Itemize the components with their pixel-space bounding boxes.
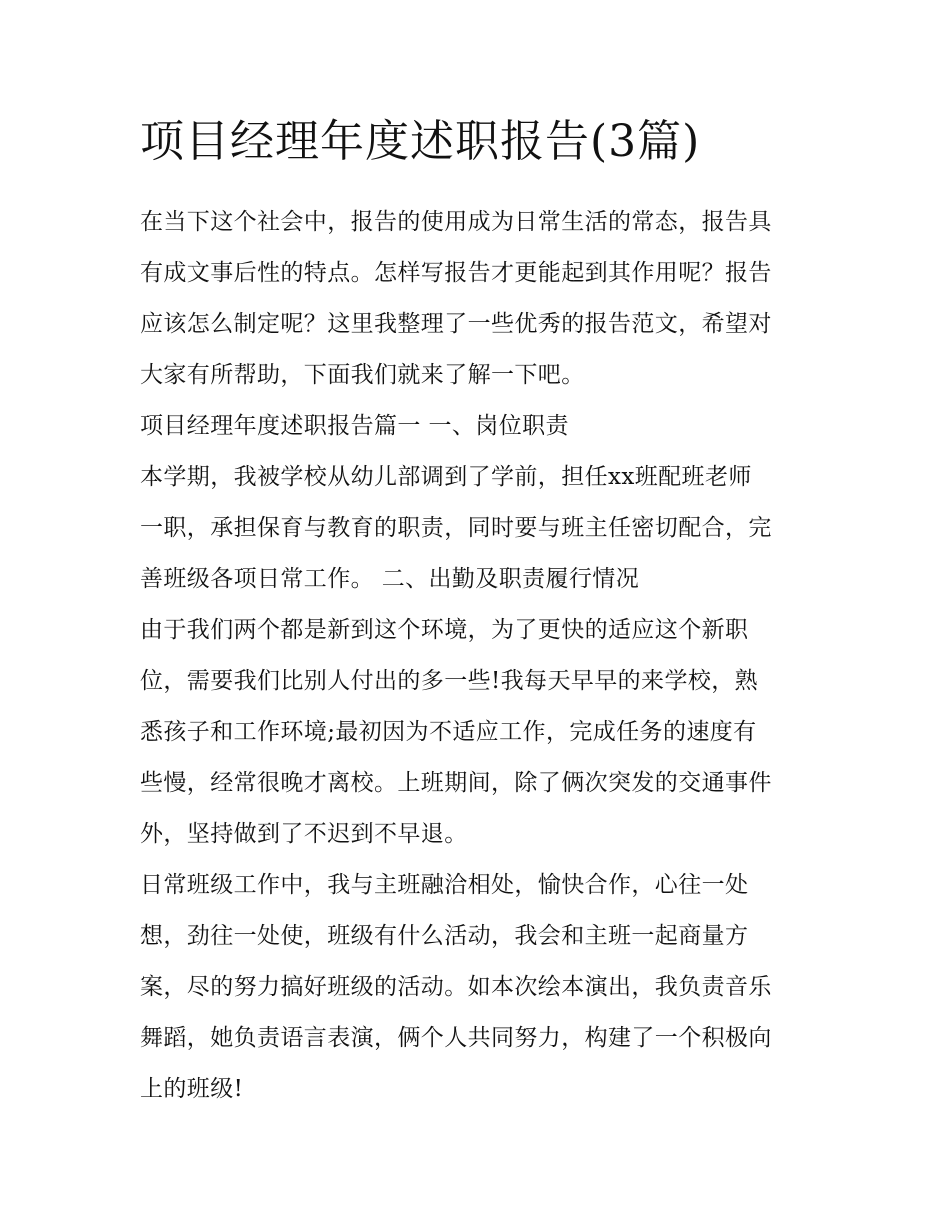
- text-line: 悉孩子和工作环境;最初因为不适应工作，完成任务的速度有: [140, 719, 757, 745]
- text-line: 想，劲往一处使，班级有什么活动，我会和主班一起商量方: [140, 923, 749, 949]
- document-title: 项目经理年度述职报告(3篇): [140, 116, 701, 167]
- text-line: 大家有所帮助，下面我们就来了解一下吧。: [140, 362, 585, 388]
- document-body: [140, 197, 820, 1115]
- section-heading-line: 项目经理年度述职报告篇一 一、岗位职责: [140, 413, 569, 439]
- section-heading-line: 善班级各项日常工作。 二、出勤及职责履行情况: [140, 566, 640, 592]
- text-line: 舞蹈，她负责语言表演，俩个人共同努力，构建了一个积极向: [140, 1025, 772, 1051]
- text-line: 有成文事后性的特点。怎样写报告才更能起到其作用呢？报告: [140, 260, 772, 286]
- text-line: 日常班级工作中，我与主班融洽相处，愉快合作，心往一处: [140, 872, 749, 898]
- text-line: 应该怎么制定呢？这里我整理了一些优秀的报告范文，希望对: [140, 311, 772, 337]
- text-line: 些慢，经常很晚才离校。上班期间，除了俩次突发的交通事件: [140, 770, 772, 796]
- text-line: 在当下这个社会中，报告的使用成为日常生活的常态，报告具: [140, 209, 772, 235]
- text-line: 本学期，我被学校从幼儿部调到了学前，担任xx班配班老师: [140, 464, 752, 490]
- text-line: 一职，承担保育与教育的职责，同时要与班主任密切配合，完: [140, 515, 772, 541]
- text-line: 位，需要我们比别人付出的多一些!我每天早早的来学校，熟: [140, 668, 759, 694]
- text-line: 上的班级!: [140, 1076, 244, 1102]
- text-line: 外，坚持做到了不迟到不早退。: [140, 821, 468, 847]
- text-line: 案，尽的努力搞好班级的活动。如本次绘本演出，我负责音乐: [140, 974, 772, 1000]
- text-line: 由于我们两个都是新到这个环境，为了更快的适应这个新职: [140, 617, 749, 643]
